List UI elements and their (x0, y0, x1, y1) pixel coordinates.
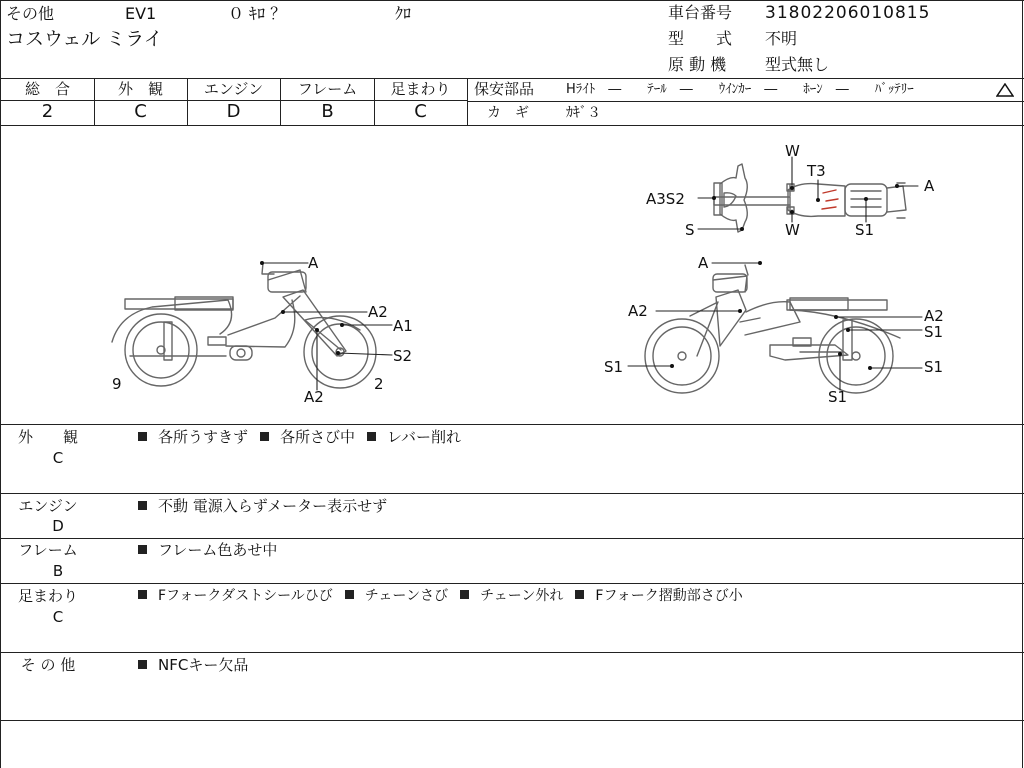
right-s1-c-mark: S1 (828, 388, 848, 406)
grade-col-sep-5 (467, 78, 468, 125)
note-item: Fフォーク摺動部さび小 (595, 588, 743, 604)
bullet-icon (575, 590, 584, 599)
section-notes-frame (138, 543, 277, 558)
model-name: コスウェル ミライ (6, 28, 163, 50)
bullet-icon (345, 590, 354, 599)
right-a2-right-mark: A2 (924, 307, 944, 325)
frame-number: 31802206010815 (765, 3, 931, 23)
top-a-mark: A (924, 177, 935, 195)
divider-section-4 (0, 652, 1024, 653)
divider-header (0, 78, 1024, 79)
grade-value-exterior: C (134, 101, 147, 122)
right-s1-left-mark: S1 (604, 358, 624, 376)
top-s1-mark: S1 (855, 221, 875, 239)
grade-label-engine: エンジン (203, 80, 264, 98)
grade-value-overall: 2 (41, 101, 54, 122)
divider-section-1 (0, 493, 1024, 494)
divider-diagram (0, 424, 1024, 425)
section-notes-other (138, 658, 248, 673)
left-a2-bottom-mark: A2 (304, 388, 324, 406)
bike-left-view (112, 263, 376, 388)
mileage: ０ ｷﾛ ？ (228, 4, 287, 23)
safety-title: 保安部品 (474, 80, 535, 98)
note-item: 各所うすきず (158, 428, 249, 446)
bullet-icon (138, 432, 147, 441)
note-item: チェーン外れ (480, 588, 564, 604)
section-grade-engine: D (52, 517, 64, 535)
type-value: 不明 (765, 29, 798, 48)
model-code: EV1 (125, 4, 157, 23)
top-s-mark: S (685, 221, 695, 239)
bullet-icon (138, 501, 147, 510)
section-notes-suspension (138, 589, 743, 603)
section-title-frame: フレーム (18, 541, 78, 559)
color: ｸﾛ (395, 4, 412, 23)
key-label: カ ギ (487, 105, 529, 121)
bullet-icon (138, 660, 147, 669)
left-a1-mark: A1 (393, 317, 413, 335)
grade-value-suspension: C (414, 101, 427, 122)
section-grade-frame: B (52, 562, 64, 580)
left-a-mark: A (308, 254, 319, 272)
bike-right-view (645, 265, 900, 393)
damage-diagram (0, 126, 1024, 423)
grade-label-overall: 総 合 (24, 80, 70, 98)
right-s1-a-mark: S1 (924, 323, 944, 341)
bullet-icon (138, 590, 147, 599)
bullet-icon (460, 590, 469, 599)
top-w-bottom-mark: W (785, 221, 800, 239)
safety-items: Hﾗｲﾄ ― ﾃｰﾙ ― ｳｲﾝｶｰ ― ﾎｰﾝ ― ﾊﾞｯﾃﾘｰ (566, 82, 914, 97)
top-t3-mark: T3 (807, 162, 826, 180)
grade-label-suspension: 足まわり (390, 80, 451, 98)
section-title-engine: エンジン (18, 497, 78, 515)
section-title-exterior: 外 観 (17, 428, 78, 446)
left-s2-mark: S2 (393, 347, 413, 365)
engine-type-label: 原 動 機 (668, 55, 727, 74)
damage-scratch-marks (822, 190, 838, 209)
section-notes-engine (138, 499, 387, 514)
top-a3s2-mark: A3S2 (646, 190, 685, 208)
grade-value-frame: B (321, 101, 334, 122)
grade-label-exterior: 外 観 (117, 80, 163, 98)
note-item: NFCキー欠品 (158, 656, 249, 674)
key-value: ｶｷﾞ３ (566, 105, 601, 121)
section-notes-exterior (138, 430, 461, 445)
left-front-wheel-mark: 2 (374, 375, 384, 393)
category: その他 (6, 4, 55, 23)
right-a-mark: A (698, 254, 709, 272)
divider-safety (468, 101, 1024, 102)
right-a2-left-mark: A2 (628, 302, 648, 320)
grade-label-frame: フレーム (297, 80, 358, 98)
note-item: Fフォークダストシールひび (158, 588, 333, 604)
type-label: 型 式 (668, 29, 733, 48)
note-item: チェーンさび (364, 588, 449, 604)
border-top (0, 0, 1024, 1)
section-grade-suspension: C (52, 608, 64, 626)
frame-number-label: 車台番号 (668, 3, 733, 22)
warning-triangle-icon (996, 83, 1014, 97)
right-s1-b-mark: S1 (924, 358, 944, 376)
engine-type-value: 型式無し (765, 55, 830, 74)
note-item: レバー削れ (387, 428, 461, 446)
note-item: フレーム色あせ中 (158, 541, 278, 559)
bullet-icon (260, 432, 269, 441)
grade-value-engine: D (226, 101, 241, 122)
divider-section-3 (0, 583, 1024, 584)
bullet-icon (138, 545, 147, 554)
section-title-other: そ の 他 (20, 656, 76, 674)
bullet-icon (367, 432, 376, 441)
divider-section-5 (0, 720, 1024, 721)
section-grade-exterior: C (52, 449, 64, 467)
divider-section-2 (0, 538, 1024, 539)
note-item: 不動 電源入らずメーター表示せず (158, 497, 388, 515)
left-a2-mark: A2 (368, 303, 388, 321)
note-item: 各所さび中 (280, 428, 356, 446)
section-title-suspension: 足まわり (17, 587, 78, 605)
left-rear-wheel-mark: 9 (112, 375, 122, 393)
top-w-mark: W (785, 142, 800, 160)
